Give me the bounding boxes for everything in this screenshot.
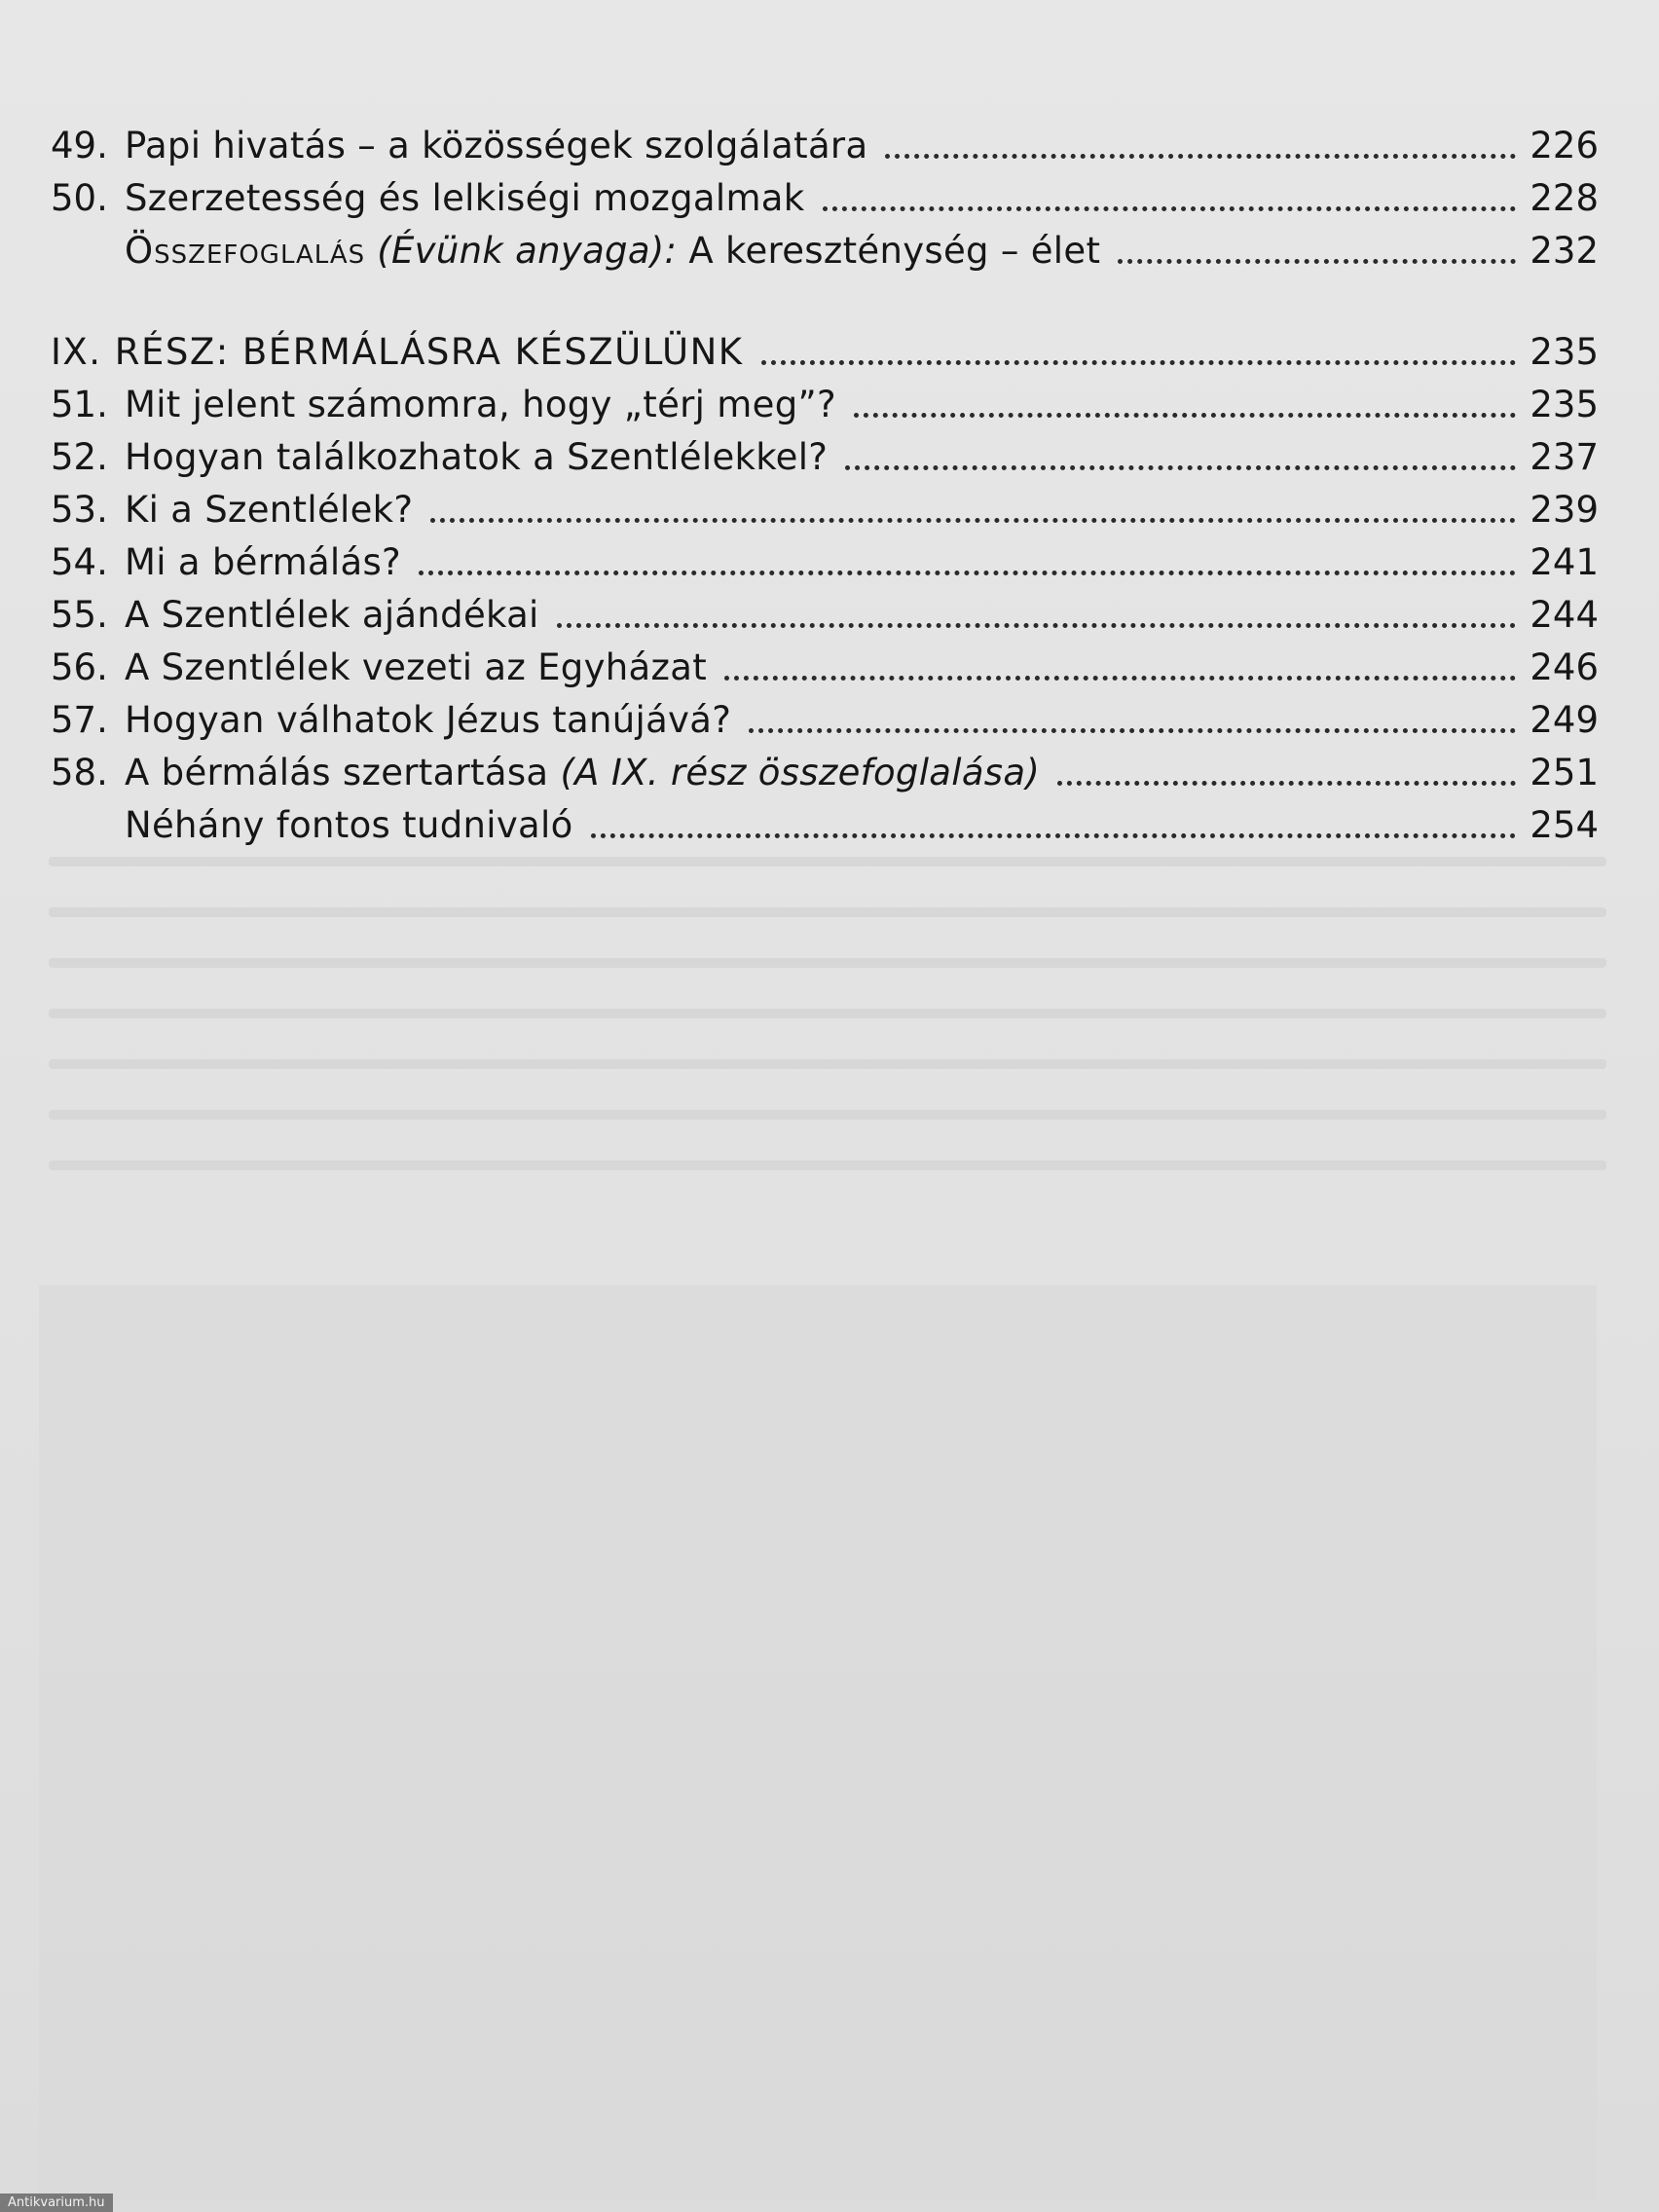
entry-title: Papi hivatás – a közösségek szolgálatára: [125, 125, 868, 166]
dot-leader: [845, 465, 1516, 470]
entry-title: Szerzetesség és lelkiségi mozgalmak: [125, 177, 805, 219]
entry-title: Mi a bérmálás?: [125, 541, 401, 583]
entry-number: 51.: [51, 384, 108, 425]
toc-entry-56: [51, 637, 1599, 689]
dot-leader: [591, 833, 1517, 838]
toc-entry-summary: [51, 220, 1599, 273]
entry-page: 237: [1530, 436, 1599, 478]
dot-leader: [419, 571, 1516, 575]
dot-leader: [724, 676, 1516, 681]
entry-page: 232: [1530, 230, 1599, 272]
toc-entry-51: [51, 374, 1599, 426]
entry-number: 57.: [51, 699, 108, 741]
entry-number: 49.: [51, 125, 108, 166]
entry-title: Mit jelent számomra, hogy „térj meg”?: [125, 384, 836, 425]
summary-italic: (Évünk anyaga):: [365, 230, 678, 272]
entry-page: 254: [1530, 804, 1599, 846]
entry-title: Ki a Szentlélek?: [125, 489, 414, 531]
toc-entry-notes: [51, 794, 1599, 847]
entry-number: 55.: [51, 594, 108, 636]
entry-page: 241: [1530, 541, 1599, 583]
entry-number: 58.: [51, 752, 108, 793]
toc-entry-50: [51, 167, 1599, 220]
entry-page: 251: [1530, 752, 1599, 793]
entry-page: 246: [1530, 646, 1599, 688]
toc-entry-58: [51, 742, 1599, 794]
entry-page: 235: [1530, 331, 1599, 373]
dot-leader: [854, 413, 1516, 418]
bleed-through-text: [49, 857, 1606, 1188]
bleed-through-image: [39, 1285, 1597, 2200]
entry-title: Néhány fontos tudnivaló: [125, 804, 573, 846]
entry-title: Hogyan válhatok Jézus tanújává?: [125, 699, 732, 741]
entry-page: 235: [1530, 384, 1599, 425]
entry-page: 249: [1530, 699, 1599, 741]
entry-title-italic: (A IX. rész összefoglalása): [548, 752, 1041, 793]
entry-title: A Szentlélek ajándékai: [125, 594, 539, 636]
entry-title: [125, 752, 1040, 794]
entry-title: Hogyan találkozhatok a Szentlélekkel?: [125, 436, 829, 478]
dot-leader: [1057, 781, 1516, 786]
dot-leader: [557, 623, 1517, 628]
entry-number: 50.: [51, 177, 108, 219]
entry-page: 239: [1530, 489, 1599, 531]
part-title: IX. RÉSZ: BÉRMÁLÁSRA KÉSZÜLÜNK: [51, 331, 744, 373]
entry-title-main: A bérmálás szertartása: [125, 752, 549, 793]
entry-number: 54.: [51, 541, 108, 583]
entry-title: [125, 230, 1100, 273]
dot-leader: [823, 206, 1517, 211]
dot-leader: [885, 154, 1516, 159]
dot-leader: [749, 728, 1516, 733]
toc-entry-55: [51, 584, 1599, 637]
summary-rest: A kereszténység – élet: [677, 230, 1101, 272]
dot-leader: [1118, 259, 1516, 264]
entry-number: 52.: [51, 436, 108, 478]
toc-entry-49: [51, 115, 1599, 167]
entry-title: A Szentlélek vezeti az Egyházat: [125, 646, 708, 688]
entry-number: 53.: [51, 489, 108, 531]
table-of-contents: [51, 115, 1599, 847]
dot-leader: [761, 360, 1517, 365]
toc-entry-53: [51, 479, 1599, 532]
entry-page: 228: [1530, 177, 1599, 219]
toc-entry-54: [51, 532, 1599, 584]
entry-page: 244: [1530, 594, 1599, 636]
toc-entry-52: [51, 426, 1599, 479]
dot-leader: [430, 518, 1516, 523]
toc-entry-57: [51, 689, 1599, 742]
summary-prefix: Összefoglalás: [125, 230, 366, 272]
entry-page: 226: [1530, 125, 1599, 166]
watermark: Antikvarium.hu: [0, 2194, 113, 2212]
entry-number: 56.: [51, 646, 108, 688]
toc-part-ix: [51, 321, 1599, 374]
